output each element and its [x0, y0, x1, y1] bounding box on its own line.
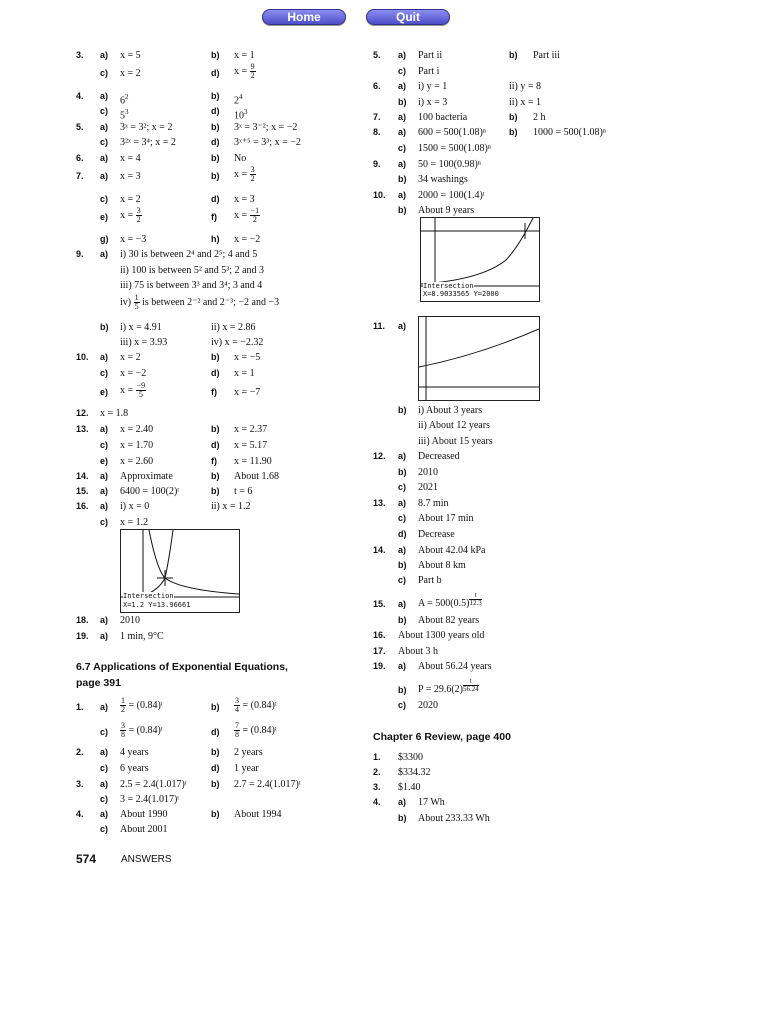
part-label: c)	[398, 575, 407, 585]
question-number: 17.	[373, 646, 386, 656]
part-label: a)	[398, 321, 407, 331]
section-title: Chapter 6 Review, page 400	[373, 731, 511, 743]
part-label: a)	[100, 122, 109, 132]
answer-text: x = 4	[120, 153, 141, 164]
part-label: a)	[100, 171, 109, 181]
answer-text: x = 3	[234, 194, 255, 205]
answer-text: 2020	[418, 700, 438, 711]
part-label: a)	[398, 451, 407, 461]
part-label: b)	[211, 747, 220, 757]
graph-plot	[419, 317, 539, 400]
part-label: a)	[398, 190, 407, 200]
answer-text: ii) 100 is between 5² and 5³; 2 and 3	[120, 265, 265, 276]
answer-text: 3ˣ = 3²; x = 2	[120, 122, 173, 133]
question-number: 13.	[76, 424, 89, 434]
part-label: c)	[100, 794, 109, 804]
answer-text: x = 2.60	[120, 456, 154, 467]
part-label: c)	[398, 66, 407, 76]
question-number: 16.	[76, 501, 89, 511]
answer-fraction: $\frac{1}{2}$ = (0.84)ᵗ	[121, 696, 163, 714]
answer-text: About 42.04 kPa	[418, 545, 486, 556]
answer-exponent: P = 29.6(2) $\frac{t}{56.24}$	[418, 677, 479, 695]
answer-text: About 8 km	[418, 560, 466, 571]
answer-text: x = 1	[234, 50, 255, 61]
answer-text: x = 2	[120, 68, 141, 79]
calculator-graph	[120, 529, 240, 613]
answer-text: About 1994	[234, 809, 282, 820]
answer-text: 2010	[120, 615, 140, 626]
answer-exponent: A = 500(0.5) $\frac{t}{12.3}$	[418, 591, 482, 609]
question-number: 9.	[373, 159, 381, 169]
part-label: d)	[211, 368, 220, 378]
part-label: b)	[509, 127, 518, 137]
question-number: 8.	[373, 127, 381, 137]
answer-text: 1 year	[234, 763, 259, 774]
part-label: b)	[211, 171, 220, 181]
answer-text: 34 washings	[418, 174, 468, 185]
question-number: 6.	[373, 81, 381, 91]
answer-text: ii) y = 8	[509, 81, 542, 92]
graph-intersection-label: Intersection	[423, 282, 474, 290]
answer-text: $2^4$	[234, 93, 243, 107]
answer-text: iv) x = −2.32	[211, 337, 264, 348]
part-label: a)	[100, 747, 109, 757]
answer-text: ii) x = 2.86	[211, 322, 256, 333]
part-label: a)	[398, 599, 407, 609]
answer-text: 6 years	[120, 763, 149, 774]
graph-values: X=8.9033565 Y=2000	[423, 290, 499, 298]
question-number: 15.	[373, 599, 386, 609]
answer-text: i) 30 is between 2⁴ and 2⁵; 4 and 5	[120, 249, 258, 260]
answer-text: iii) 75 is between 3³ and 3⁴; 3 and 4	[120, 280, 263, 291]
part-label: b)	[211, 352, 220, 362]
footer-label: ANSWERS	[121, 854, 172, 865]
part-label: d)	[211, 137, 220, 147]
part-label: c)	[398, 513, 407, 523]
part-label: b)	[398, 174, 407, 184]
question-number: 9.	[76, 249, 84, 259]
part-label: b)	[509, 112, 518, 122]
answer-text: x = 2	[120, 194, 141, 205]
answer-text: t = 6	[234, 486, 253, 497]
answer-text: 1 min, 9°C	[120, 631, 164, 642]
question-number: 7.	[373, 112, 381, 122]
question-number: 1.	[373, 752, 381, 762]
question-number: 13.	[373, 498, 386, 508]
answer-text: $3300	[398, 752, 423, 763]
part-label: b)	[211, 153, 220, 163]
answer-text: 6400 = 100(2)ᵗ	[120, 486, 180, 497]
question-number: 5.	[373, 50, 381, 60]
answer-text: About 17 min	[418, 513, 474, 524]
question-number: 11.	[373, 321, 386, 331]
answer-text: x = 2.37	[234, 424, 268, 435]
calculator-graph	[420, 217, 540, 302]
answer-text: 2 years	[234, 747, 263, 758]
answer-fraction: $\frac{3}{4}$ = (0.84)ᵗ	[235, 696, 277, 714]
answer-text: 2010	[418, 467, 438, 478]
part-label: h)	[211, 234, 220, 244]
part-label: f)	[211, 456, 217, 466]
part-label: d)	[211, 727, 220, 737]
answer-fraction: x = $\frac{3}{2}$	[120, 206, 141, 224]
answer-text: 2021	[418, 482, 438, 493]
answer-text: 3ˣ = 3⁻²; x = −2	[234, 122, 298, 133]
answer-text: About 82 years	[418, 615, 480, 626]
part-label: a)	[398, 498, 407, 508]
answer-text: iii) About 15 years	[418, 436, 493, 447]
part-label: a)	[398, 545, 407, 555]
question-number: 15.	[76, 486, 89, 496]
part-label: c)	[398, 700, 407, 710]
answer-text: i) x = 4.91	[120, 322, 162, 333]
answer-text: 100 bacteria	[418, 112, 468, 123]
part-label: b)	[398, 405, 407, 415]
answer-text: 600 = 500(1.08)ⁿ	[418, 127, 486, 138]
answer-text: x = 1.70	[120, 440, 154, 451]
answer-text: 50 = 100(0.98)ⁿ	[418, 159, 481, 170]
question-number: 4.	[373, 797, 381, 807]
answer-text: x = 3	[120, 171, 141, 182]
part-label: c)	[100, 440, 109, 450]
answer-text: i) y = 1	[418, 81, 448, 92]
answer-text: 17 Wh	[418, 797, 445, 808]
question-number: 12.	[373, 451, 386, 461]
calculator-graph	[418, 316, 540, 401]
answer-fraction: x = $\frac{-9}{5}$	[120, 381, 146, 399]
part-label: a)	[100, 91, 109, 101]
answer-text: i) x = 3	[418, 97, 448, 108]
answer-fraction: $\frac{3}{8}$ = (0.84)ᵗ	[121, 721, 163, 739]
question-number: 16.	[373, 630, 386, 640]
quit-button[interactable]: Quit	[366, 9, 450, 25]
growth-curve	[419, 329, 539, 367]
question-number: 4.	[76, 91, 84, 101]
answer-text: x = 5	[120, 50, 141, 61]
answer-text: 1000 = 500(1.08)ⁿ	[533, 127, 606, 138]
part-label: c)	[100, 517, 109, 527]
question-number: 2.	[76, 747, 84, 757]
part-label: a)	[100, 631, 109, 641]
question-number: 18.	[76, 615, 89, 625]
answer-text: x = 1.8	[100, 408, 129, 419]
question-number: 12.	[76, 408, 89, 418]
part-label: c)	[100, 68, 109, 78]
question-number: 2.	[373, 767, 381, 777]
answer-text: i) About 3 years	[418, 405, 483, 416]
part-label: b)	[398, 560, 407, 570]
home-button[interactable]: Home	[262, 9, 346, 25]
part-label: b)	[100, 322, 109, 332]
answer-text: 3 = 2.4(1.017)ᵗ	[120, 794, 180, 805]
answer-text: About 9 years	[418, 205, 475, 216]
graph-intersection-label: Intersection	[123, 592, 174, 600]
part-label: d)	[211, 68, 220, 78]
answer-text: Approximate	[120, 471, 173, 482]
answer-text: 2000 = 100(1.4)ᵗ	[418, 190, 485, 201]
answer-text: 3²ˣ = 3⁴; x = 2	[120, 137, 176, 148]
answer-text: About 1990	[120, 809, 168, 820]
part-label: e)	[100, 387, 109, 397]
answer-text: $5^3$	[120, 108, 129, 122]
part-label: a)	[100, 424, 109, 434]
part-label: b)	[211, 424, 220, 434]
answer-text: $334.32	[398, 767, 431, 778]
part-label: c)	[100, 824, 109, 834]
part-label: c)	[100, 368, 109, 378]
part-label: f)	[211, 212, 217, 222]
question-number: 5.	[76, 122, 84, 132]
part-label: d)	[211, 194, 220, 204]
answer-text: Part ii	[418, 50, 443, 61]
answer-text: 3ˣ⁺⁵ = 3³; x = −2	[234, 137, 301, 148]
answer-text: 2.7 = 2.4(1.017)ᵗ	[234, 779, 301, 790]
answer-text: Part iii	[533, 50, 560, 61]
part-label: a)	[100, 249, 109, 259]
answer-text: 4 years	[120, 747, 149, 758]
part-label: c)	[100, 137, 109, 147]
answer-text: x = −2	[234, 234, 261, 245]
part-label: d)	[211, 440, 220, 450]
part-label: a)	[398, 127, 407, 137]
part-label: d)	[211, 106, 220, 116]
part-label: a)	[398, 661, 407, 671]
answer-text: iii) x = 3.93	[120, 337, 168, 348]
part-label: a)	[100, 471, 109, 481]
part-label: a)	[100, 702, 109, 712]
answer-text: x = −3	[120, 234, 147, 245]
part-label: b)	[211, 91, 220, 101]
answer-text: About 2001	[120, 824, 168, 835]
part-label: c)	[398, 482, 407, 492]
question-number: 6.	[76, 153, 84, 163]
question-number: 10.	[76, 352, 89, 362]
answer-text: Part b	[418, 575, 442, 586]
answer-text: x = 2	[120, 352, 141, 363]
part-label: a)	[398, 81, 407, 91]
question-number: 3.	[76, 50, 84, 60]
part-label: c)	[100, 106, 109, 116]
part-label: b)	[211, 779, 220, 789]
question-number: 1.	[76, 702, 84, 712]
question-number: 3.	[373, 782, 381, 792]
page-number: 574	[76, 852, 97, 866]
decay-curve	[149, 530, 239, 594]
part-label: e)	[100, 212, 109, 222]
part-label: d)	[211, 763, 220, 773]
answer-text: x = −7	[234, 387, 261, 398]
part-label: a)	[100, 486, 109, 496]
part-label: b)	[211, 486, 220, 496]
question-number: 14.	[76, 471, 89, 481]
answer-fraction: $\frac{7}{8}$ = (0.84)ᵗ	[235, 721, 277, 739]
part-label: a)	[100, 615, 109, 625]
part-label: e)	[100, 456, 109, 466]
part-label: a)	[398, 159, 407, 169]
answer-text: i) x = 0	[120, 501, 150, 512]
part-label: b)	[398, 97, 407, 107]
part-label: a)	[398, 112, 407, 122]
answer-text: Decrease	[418, 529, 455, 540]
answer-text: About 1300 years old	[398, 630, 485, 641]
part-label: c)	[100, 763, 109, 773]
part-label: b)	[211, 122, 220, 132]
answer-text: $10^3$	[234, 108, 248, 122]
answer-text: 8.7 min	[418, 498, 449, 509]
part-label: b)	[398, 685, 407, 695]
part-label: a)	[100, 153, 109, 163]
answer-text: x = 2.40	[120, 424, 154, 435]
section-page: page 391	[76, 677, 121, 689]
part-label: d)	[398, 529, 407, 539]
part-label: b)	[211, 50, 220, 60]
answer-text: About 56.24 years	[418, 661, 492, 672]
answer-text: ii) x = 1	[509, 97, 542, 108]
part-label: b)	[509, 50, 518, 60]
growth-curve	[143, 530, 173, 596]
part-label: g)	[100, 234, 109, 244]
part-label: a)	[100, 50, 109, 60]
answer-text: About 233.33 Wh	[418, 813, 490, 824]
answer-fraction: x = $\frac{3}{2}$	[234, 165, 255, 183]
part-label: c)	[100, 727, 109, 737]
graph-values: X=1.2 Y=13.96661	[123, 601, 191, 609]
answer-text: x = 1.2	[120, 517, 149, 528]
part-label: c)	[398, 143, 407, 153]
answer-text: x = 1	[234, 368, 255, 379]
part-label: a)	[100, 809, 109, 819]
answer-text: $6^2$	[120, 93, 129, 107]
answer-text: No	[234, 153, 247, 164]
answer-text: 2.5 = 2.4(1.017)ᵗ	[120, 779, 187, 790]
question-number: 19.	[373, 661, 386, 671]
question-number: 3.	[76, 779, 84, 789]
answer-text: About 1.68	[234, 471, 279, 482]
question-number: 7.	[76, 171, 84, 181]
question-number: 19.	[76, 631, 89, 641]
part-label: b)	[398, 813, 407, 823]
answer-fraction: iv) $\frac{1}{5}$ is between 2⁻² and 2⁻³; −2 and −3	[120, 293, 280, 311]
part-label: b)	[211, 809, 220, 819]
part-label: a)	[398, 797, 407, 807]
part-label: a)	[100, 501, 109, 511]
part-label: a)	[100, 779, 109, 789]
answer-text: x = −5	[234, 352, 261, 363]
answer-text: ii) x = 1.2	[211, 501, 251, 512]
growth-curve	[421, 218, 533, 284]
answer-text: x = −2	[120, 368, 147, 379]
answer-text: x = 5.17	[234, 440, 268, 451]
question-number: 4.	[76, 809, 84, 819]
question-number: 14.	[373, 545, 386, 555]
answer-text: 1500 = 500(1.08)ⁿ	[418, 143, 491, 154]
answer-text: Part i	[418, 66, 440, 77]
section-title: 6.7 Applications of Exponential Equations,	[76, 661, 288, 673]
answer-text: 2 h	[533, 112, 546, 123]
answer-fraction: x = $\frac{9}{2}$	[234, 62, 255, 80]
part-label: b)	[211, 471, 220, 481]
part-label: a)	[398, 50, 407, 60]
part-label: b)	[398, 205, 407, 215]
answer-text: ii) About 12 years	[418, 420, 490, 431]
part-label: c)	[100, 194, 109, 204]
answer-text: $1.40	[398, 782, 421, 793]
part-label: b)	[211, 702, 220, 712]
part-label: a)	[100, 352, 109, 362]
question-number: 10.	[373, 190, 386, 200]
answer-text: About 3 h	[398, 646, 438, 657]
answer-fraction: x = $\frac{-1}{2}$	[234, 206, 260, 224]
part-label: b)	[398, 615, 407, 625]
part-label: f)	[211, 387, 217, 397]
answer-text: x = 11.90	[234, 456, 272, 467]
answer-text: Decreased	[418, 451, 460, 462]
part-label: b)	[398, 467, 407, 477]
